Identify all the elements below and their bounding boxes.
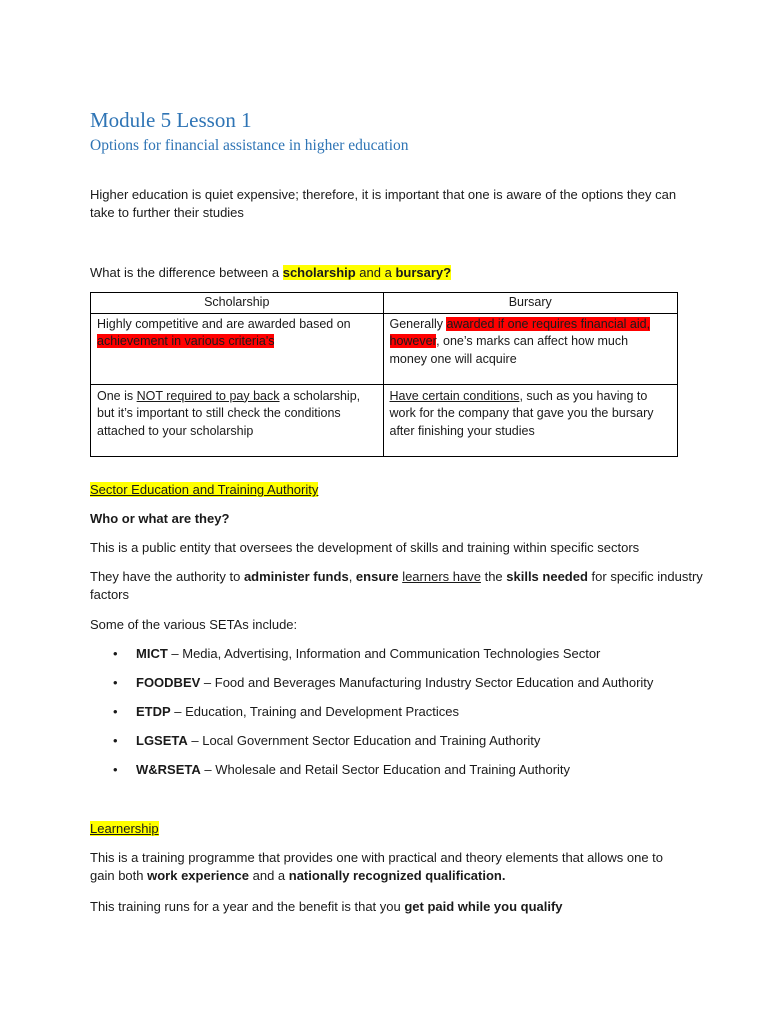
cell-bursary-2 — [383, 384, 678, 456]
cell-text: , such as you having to — [519, 388, 648, 403]
text: gain both — [90, 868, 148, 883]
seta-who-heading — [90, 510, 229, 528]
cell-scholarship-2 — [91, 384, 384, 456]
learnership-heading — [90, 820, 159, 838]
seta-list — [90, 645, 690, 790]
page-subtitle: Options for financial assistance in higher education — [90, 137, 409, 154]
text: , — [348, 569, 356, 584]
cell-text: money one will acquire — [389, 351, 517, 366]
list-item — [90, 761, 690, 790]
learnership-heading-text: Learnership — [90, 821, 159, 836]
table-header-row — [91, 293, 678, 314]
list-item — [90, 674, 690, 703]
cell-bursary-1 — [383, 313, 678, 384]
seta-heading — [90, 481, 318, 499]
comparison-table — [90, 292, 678, 457]
highlight-red: however — [389, 334, 437, 348]
learnership-paragraph-1 — [90, 849, 663, 885]
question-prefix: What is the difference between a — [90, 265, 283, 280]
cell-text: a scholarship, — [279, 388, 361, 403]
seta-definition: This is a public entity that oversees the development of skills and training within specific sectors — [90, 540, 640, 555]
table-row — [91, 384, 678, 456]
seta-abbr: ETDP — [136, 704, 171, 719]
seta-abbr: LGSETA — [136, 733, 188, 748]
scholarship-term: scholarship — [282, 265, 356, 280]
cell-text: , one’s marks can affect how much — [436, 334, 629, 348]
bullet-icon: • — [113, 675, 118, 690]
seta-list-intro: Some of the various SETAs include: — [90, 617, 298, 632]
intro-line-2: take to further their studies — [90, 205, 244, 220]
underlined-text: learners have — [402, 569, 481, 584]
highlight-red: achievement in various criteria's — [97, 334, 275, 348]
list-item — [90, 703, 690, 732]
page-title: Module 5 Lesson 1 — [90, 108, 252, 132]
text: the — [480, 569, 507, 584]
bold-text: work experience — [147, 868, 249, 883]
bold-text: get paid while you qualify — [404, 899, 563, 914]
highlight-scholarship — [283, 265, 451, 280]
bold-text: nationally recognized qualification. — [288, 868, 506, 883]
cell-text: after finishing your studies — [389, 423, 535, 438]
bullet-icon: • — [113, 733, 118, 748]
text: They have the authority to — [90, 569, 244, 584]
text: and a — [249, 868, 289, 883]
bullet-icon: • — [113, 704, 118, 719]
table-row — [91, 313, 678, 384]
header-scholarship: Scholarship — [91, 293, 384, 314]
seta-authority-paragraph — [90, 568, 703, 604]
bursary-term: bursary? — [395, 265, 452, 280]
bullet-icon: • — [113, 762, 118, 777]
bullet-icon: • — [113, 646, 118, 661]
intro-line-1: Higher education is quiet expensive; therefore, it is important that one is aware of the options they can — [90, 187, 677, 202]
text: This is a training programme that provides one with practical and theory elements that allows one to — [90, 850, 664, 865]
text: This training runs for a year and the benefit is that you — [90, 899, 405, 914]
bold-text: administer funds — [243, 569, 349, 584]
seta-desc: – Media, Advertising, Information and Communication Technologies Sector — [167, 646, 601, 661]
list-item — [90, 645, 690, 674]
seta-abbr: MICT — [136, 646, 168, 661]
seta-desc: – Local Government Sector Education and Training Authority — [187, 733, 541, 748]
learnership-paragraph-2 — [90, 898, 563, 916]
text: factors — [90, 587, 130, 602]
underlined-text: Have certain conditions — [389, 388, 520, 403]
cell-text: work for the company that gave you the bursary — [389, 406, 654, 420]
seta-desc: – Wholesale and Retail Sector Education and Training Authority — [200, 762, 571, 777]
bold-text: skills needed — [506, 569, 588, 584]
list-item — [90, 732, 690, 761]
who-heading-text: Who or what are they? — [90, 511, 230, 526]
seta-desc: – Food and Beverages Manufacturing Industry Sector Education and Authority — [200, 675, 654, 690]
seta-abbr: W&RSETA — [136, 762, 201, 777]
highlight-red: awarded if one requires financial aid, — [446, 316, 651, 331]
underlined-text: NOT required to pay back — [136, 388, 280, 403]
cell-scholarship-1 — [91, 313, 384, 384]
cell-text: Highly competitive and are awarded based on — [97, 316, 351, 331]
cell-text: One is — [97, 388, 137, 403]
question-and: and a — [355, 265, 396, 280]
cell-text: Generally — [389, 316, 447, 331]
cell-text: attached to your scholarship — [97, 423, 254, 438]
text: for specific industry — [587, 569, 703, 584]
bold-text: ensure — [355, 569, 399, 584]
seta-heading-text: Sector Education and Training Authority — [90, 482, 319, 497]
seta-abbr: FOODBEV — [136, 675, 201, 690]
seta-desc: – Education, Training and Development Practices — [170, 704, 460, 719]
intro-paragraph — [90, 186, 676, 222]
difference-question — [90, 264, 451, 282]
header-bursary: Bursary — [383, 293, 678, 314]
cell-text: but it’s important to still check the conditions — [97, 406, 341, 420]
